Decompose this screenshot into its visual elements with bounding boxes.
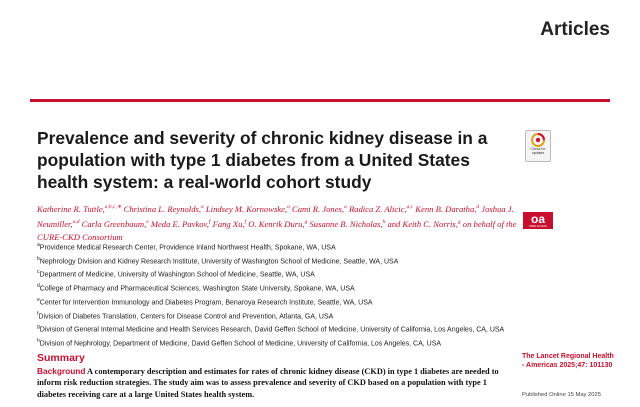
affiliation-text: Providence Medical Research Center, Providence Inland Northwest Health, Spokane, WA, USA xyxy=(39,244,336,252)
author-name[interactable]: O. Kenrik Duru, xyxy=(248,218,305,229)
affiliation-marker: d xyxy=(37,283,40,290)
affiliation-text: College of Pharmacy and Pharmaceutical Sciences, Washington State University, Spokane, WA, USA xyxy=(39,285,355,293)
check-updates-label: Check for updates xyxy=(530,147,546,155)
summary-heading: Summary xyxy=(37,352,85,364)
author-name[interactable]: Fang Xu, xyxy=(212,218,245,229)
affiliation-text: Division of Diabetes Translation, Centers for Disease Control and Prevention, Atlanta, GA, USA xyxy=(38,313,334,320)
open-access-badge[interactable] xyxy=(523,212,553,229)
affiliation-marker: g xyxy=(37,324,40,331)
affiliation-marker: c xyxy=(37,269,40,276)
author-name[interactable]: Christina L. Reynolds, xyxy=(123,203,201,214)
author-name[interactable]: Carla Greenbaum, xyxy=(81,218,147,229)
author-list xyxy=(37,201,517,244)
author-affiliation-marker: a,c xyxy=(406,204,414,210)
affiliation-item xyxy=(37,267,507,281)
author-name[interactable]: Lindsey M. Kornowske, xyxy=(205,203,288,214)
affiliation-item xyxy=(37,309,507,323)
author-name[interactable]: and Keith C. Norris, xyxy=(387,218,458,229)
check-for-updates-badge[interactable] xyxy=(525,130,551,162)
affiliation-marker: a xyxy=(37,242,40,248)
author-affiliation-marker: a xyxy=(201,204,204,210)
affiliation-marker: f xyxy=(37,310,39,317)
journal-citation: The Lancet Regional Health - Americas 2025;47: 101130 xyxy=(522,353,614,370)
affiliation-item xyxy=(37,240,507,254)
affiliation-text: Center for Intervention Immunology and Diabetes Program, Benaroya Research Institute, Seattle, WA, USA xyxy=(39,299,373,307)
affiliation-marker: e xyxy=(37,296,40,303)
author-name[interactable]: Susanne B. Nicholas, xyxy=(309,218,383,229)
affiliation-marker: h xyxy=(37,338,40,345)
author-name[interactable]: Kenn B. Daratha, xyxy=(415,203,477,214)
author-affiliation-marker: g xyxy=(457,218,461,225)
published-date: Published Online 15 May 2025 xyxy=(522,392,601,398)
oa-sublabel: OPEN ACCESS xyxy=(529,225,547,228)
affiliation-item xyxy=(37,336,507,350)
affiliations xyxy=(37,240,507,350)
header-rule xyxy=(30,99,610,102)
affiliation-item xyxy=(37,322,507,336)
author-name[interactable]: Joshua J. Neumiller, xyxy=(37,203,514,229)
affiliation-item xyxy=(37,281,507,295)
author-affiliation-marker: e xyxy=(146,218,149,225)
section-label: Articles xyxy=(540,19,610,40)
author-affiliation-marker: a,b,c,∗ xyxy=(104,204,122,210)
author-name[interactable]: Meda E. Pavkov, xyxy=(150,218,209,229)
author-affiliation-marker: h xyxy=(382,218,386,225)
author-name[interactable]: on behalf of the CURE-CKD Consortium xyxy=(37,218,517,242)
author-name[interactable]: Cami R. Jones, xyxy=(291,203,345,214)
affiliation-text: Division of Nephrology, Department of Medicine, David Geffen School of Medicine, University of California, Los Angeles, CA, USA xyxy=(39,340,442,348)
affiliation-item xyxy=(37,295,507,309)
affiliation-text: Department of Medicine, University of Washington School of Medicine, Seattle, WA, USA xyxy=(39,271,315,279)
author-affiliation-marker: a,d xyxy=(72,218,80,225)
oa-label: oa xyxy=(530,212,545,226)
affiliation-text: Division of General Internal Medicine and Health Services Research, David Geffen School of Medicine, University of California, Los Angeles, CA, USA xyxy=(39,326,505,334)
author-affiliation-marker: f xyxy=(244,218,247,225)
check-updates-icon xyxy=(531,133,545,147)
author-name[interactable]: Radica Z. Alicic, xyxy=(348,203,407,214)
background-text: A contemporary description and estimates for rates of chronic kidney disease (CKD) in type 1 diabetes are needed to inform risk reduction strategies. The study aim was to assess prevalence and severity of CKD based on a population with type 1 diabetes receiving care at a large United States health system. xyxy=(37,367,499,399)
author-affiliation-marker: g xyxy=(304,218,308,225)
author-name[interactable]: Katherine R. Tuttle, xyxy=(37,203,105,214)
summary-background xyxy=(37,366,512,400)
author-affiliation-marker: a xyxy=(287,204,290,210)
author-affiliation-marker: a xyxy=(344,204,347,210)
author-affiliation-marker: d xyxy=(476,204,480,210)
affiliation-text: Nephrology Division and Kidney Research Institute, University of Washington School of Medicine, Seattle, WA, USA xyxy=(39,258,399,266)
author-affiliation-marker: f xyxy=(208,218,211,225)
affiliation-item xyxy=(37,254,507,268)
article-title: Prevalence and severity of chronic kidney disease in a population with type 1 diabetes from a United States health system: a real-world cohort study xyxy=(37,128,488,192)
background-label: Background xyxy=(37,366,86,376)
affiliation-marker: b xyxy=(37,255,40,262)
